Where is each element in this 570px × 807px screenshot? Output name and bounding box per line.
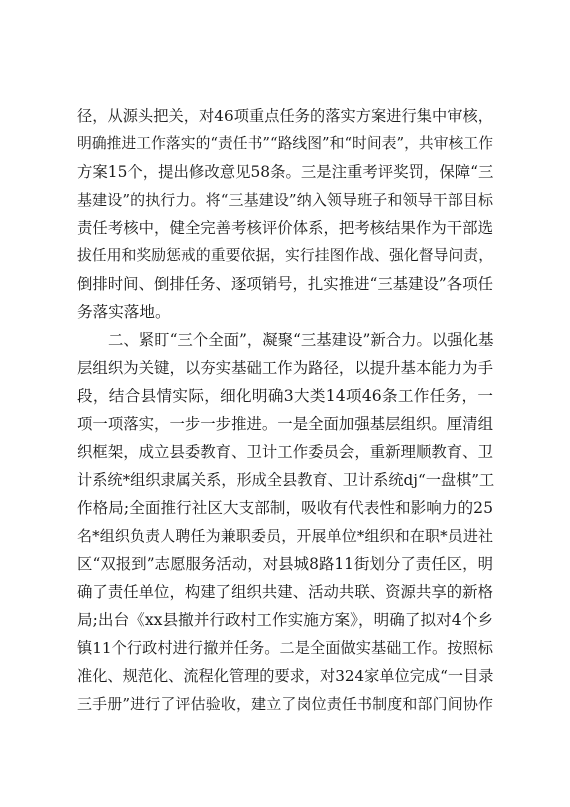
text-line: 方案15个，提出修改意见58条。三是注重考评奖罚，保障“三	[77, 163, 494, 181]
text-line: 拔任用和奖励惩戒的重要依据，实行挂图作战、强化督导问责，	[77, 247, 493, 264]
text-line: 织框架，成立县委教育、卫计工作委员会，重新理顺教育、卫	[77, 443, 493, 461]
text-line: 段，结合县情实际，细化明确3大类14项46条工作任务，一	[77, 387, 493, 405]
text-line: 局;出台《xx县撤并行政村工作实施方案》，明确了拟对4个乡	[77, 611, 493, 629]
text-line: 务落实落地。	[77, 303, 171, 321]
text-line: 责任考核中，健全完善考核评价体系，把考核结果作为干部选	[77, 219, 493, 237]
text-line: 层组织为关键，以夯实基础工作为路径，以提升基本能力为手	[77, 359, 493, 377]
text-line: 作格局;全面推行社区大支部制，吸收有代表性和影响力的25	[77, 499, 493, 517]
text-line: 准化、规范化、流程化管理的要求，对324家单位完成“一目录	[77, 667, 494, 685]
text-line: 名*组织负责人聘任为兼职委员，开展单位*组织和在职*员进社	[77, 527, 493, 545]
text-line: 倒排时间、倒排任务、逐项销号，扎实推进“三基建设”各项任	[77, 275, 493, 293]
text-line: 镇11个行政村进行撤并任务。二是全面做实基础工作。按照标	[77, 639, 493, 657]
text-line: 径，从源头把关，对46项重点任务的落实方案进行集中审核，	[77, 107, 493, 125]
text-line: 项一项落实，一步一步推进。一是全面加强基层组织。厘清组	[77, 415, 493, 433]
text-line: 三手册”进行了评估验收，建立了岗位责任书制度和部门间协作	[77, 695, 493, 713]
text-line: 基建设”的执行力。将“三基建设”纳入领导班子和领导干部目标	[77, 191, 493, 209]
text-line: 区“双报到”志愿服务活动，对县城8路11街划分了责任区，明	[77, 555, 493, 573]
text-line: 确了责任单位，构建了组织共建、活动共联、资源共享的新格	[77, 583, 493, 601]
text-line: 计系统*组织隶属关系，形成全县教育、卫计系统dj“一盘棋”工	[77, 471, 495, 489]
text-line: 明确推进工作落实的“责任书”“路线图”和“时间表”，共审核工作	[77, 135, 493, 152]
paragraph-start-line: 二、紧盯“三个全面”，凝聚“三基建设”新合力。以强化基	[108, 331, 494, 349]
